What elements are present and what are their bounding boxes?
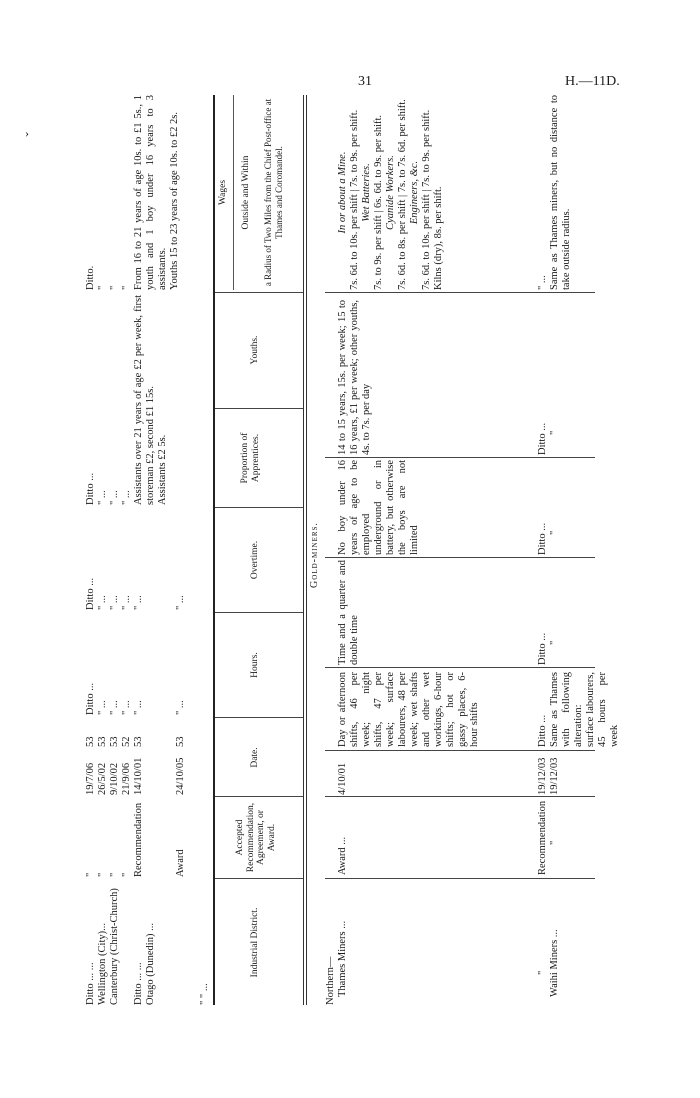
section-title: Gold-miners. bbox=[309, 522, 320, 588]
overtime-cell: " bbox=[549, 640, 560, 645]
wages-cell: Same as Thames miners, but no distance to take outside radius. bbox=[549, 95, 572, 290]
hours-cell: Ditto ... bbox=[537, 714, 548, 747]
proportion-cell: " ... bbox=[109, 490, 120, 505]
district-cell: Waihi Miners ... bbox=[549, 929, 560, 997]
wages-line: 7s. 6d. to 8s. per shift | 7s. to 7s. 6d. per shift. bbox=[397, 99, 408, 290]
proportion-cell: " ... bbox=[121, 490, 132, 505]
wages-cell: " bbox=[109, 285, 120, 290]
date-cell: 19/12/03 bbox=[537, 757, 548, 795]
header-bottom-rule bbox=[303, 95, 304, 1005]
wages-heading: Engineers, &c. bbox=[409, 160, 420, 225]
date-cell: 24/10/05 bbox=[175, 757, 186, 795]
column-header-wages-outside: Outside and Within bbox=[241, 155, 251, 230]
top-row bbox=[85, 95, 210, 1005]
date-cell: 4/10/01 bbox=[337, 762, 348, 795]
column-header-proportion: Proportion of Apprentices. bbox=[240, 432, 261, 484]
award-cell: " bbox=[549, 840, 560, 845]
page-number: 31 bbox=[358, 74, 372, 89]
proportion-cell: " bbox=[549, 530, 560, 535]
wages-heading: Cyanide Workers. bbox=[385, 155, 396, 230]
youths-cell: 14 to 15 years, 15s. per week; 15 to 16 years, £1 per week; other youths, 4s. to 7s. per day bbox=[337, 300, 372, 455]
award-cell: Recommendation bbox=[133, 802, 144, 877]
page-ref-cell: 52 bbox=[121, 736, 132, 747]
award-cell: " bbox=[97, 872, 108, 877]
column-header-district: Industrial District. bbox=[250, 907, 260, 978]
district-cell: Ditto ... ... bbox=[85, 962, 96, 1005]
district-cell: Thames Miners ... bbox=[337, 920, 348, 997]
wages-cell: " bbox=[121, 285, 132, 290]
district-cell: Ditto ... ... bbox=[133, 962, 144, 1005]
award-cell: Award ... bbox=[337, 836, 348, 875]
overtime-cell: " ... bbox=[175, 595, 186, 610]
document-reference: H.—11D. bbox=[565, 74, 620, 89]
hours-cell: " ... bbox=[109, 700, 120, 715]
district-cell: Canterbury (Christ-Church) bbox=[109, 888, 120, 1005]
wages-cell: Ditto. bbox=[85, 265, 96, 290]
page-ref-cell: 53 bbox=[85, 736, 96, 747]
district-cell: Wellington (City)... bbox=[97, 923, 108, 1005]
overtime-cell: " ... bbox=[109, 595, 120, 610]
column-header-wages-radius: a Radius of Two Miles from the Chief Post-office at Thames and Coromandel. bbox=[263, 98, 284, 287]
hours-cell: Same as Thames with following alteration: surface labourers, 45 hours per week bbox=[549, 672, 620, 747]
wages-line: 7s. 6d. to 10s. per shift | 7s. to 9s. per shift. bbox=[349, 109, 360, 290]
overtime-cell: Time and a quarter and double time bbox=[337, 560, 360, 665]
hours-cell: " ... bbox=[97, 700, 108, 715]
column-header-accepted: Accepted Recommendation, Agreement, or Award. bbox=[235, 802, 277, 873]
wages-line: 7s. 6d. to 10s. per shift | 7s. to 9s. per shift. bbox=[421, 109, 432, 290]
rotated-table bbox=[85, 95, 620, 1005]
page-ref-cell: 53 bbox=[97, 736, 108, 747]
date-cell: 19/12/03 bbox=[549, 757, 560, 795]
award-cell: Award bbox=[175, 849, 186, 877]
page-ref-cell: 53 bbox=[109, 736, 120, 747]
overtime-cell: " ... bbox=[121, 595, 132, 610]
proportion-cell: Assistants over 21 years of age £2 per week, first storeman £2, second £1 15s. bbox=[133, 295, 156, 505]
overtime-cell: Ditto ... bbox=[537, 632, 548, 665]
column-header-date: Date. bbox=[250, 747, 260, 768]
wages-heading: Wet Batteries. bbox=[361, 163, 372, 222]
youths-cell: " bbox=[549, 430, 560, 435]
date-cell: 21/9/06 bbox=[121, 762, 132, 795]
page-ref-cell: 53 bbox=[133, 736, 144, 747]
award-cell: Recommendation bbox=[537, 800, 548, 875]
district-prefix: " bbox=[537, 970, 548, 975]
award-cell: " bbox=[85, 872, 96, 877]
hours-cell: " ... bbox=[175, 700, 186, 715]
hours-cell: " ... bbox=[133, 700, 144, 715]
overtime-cell: " ... bbox=[97, 595, 108, 610]
award-cell: " bbox=[121, 872, 132, 877]
column-header-hours: Hours. bbox=[250, 652, 260, 678]
hours-cell: Ditto ... bbox=[85, 682, 96, 715]
wages-heading: In or about a Mine. bbox=[337, 151, 348, 234]
district-cell: Otago (Dunedin) ... bbox=[145, 923, 156, 1005]
district-cell: " " ... bbox=[199, 983, 210, 1005]
column-header-wages: Wages bbox=[218, 179, 228, 206]
hours-cell: " ... bbox=[121, 700, 132, 715]
column-header-youths: Youths. bbox=[250, 335, 260, 365]
hours-cell: Day or afternoon shifts, 46 per week; night shifts, 47 per week; surface labourers, 48 per week; wet shafts and other wet workings, 6-hour shifts; hot or gassy places, 6-hour shifts bbox=[337, 672, 480, 747]
wages-cell: " ... bbox=[537, 275, 548, 290]
wages-cell: Youths 15 to 23 years of age 10s. to £2 2s. bbox=[169, 111, 180, 290]
award-cell: " bbox=[109, 872, 120, 877]
overtime-cell: " ... bbox=[133, 595, 144, 610]
header-top-rule bbox=[213, 95, 215, 1005]
column-header-overtime: Overtime. bbox=[250, 540, 260, 580]
proportion-cell: Ditto ... bbox=[537, 522, 548, 555]
date-cell: 14/10/01 bbox=[133, 757, 144, 795]
proportion-cell: Ditto ... bbox=[85, 472, 96, 505]
wages-line: 7s. to 9s. per shift | 6s. 6d. to 9s. per shift. bbox=[373, 114, 384, 290]
wages-line: Kilns (dry), 8s. per shift. bbox=[433, 186, 444, 290]
wages-cell: From 16 to 21 years of age 10s. to £1 5s., 1 youth and 1 boy under 16 years to 3 assistants. bbox=[133, 95, 168, 290]
date-cell: 26/5/02 bbox=[97, 762, 108, 795]
district-prefix: Northern— bbox=[325, 956, 336, 1005]
page-ref-cell: 53 bbox=[175, 736, 186, 747]
proportion-cell: No boy under 16 years of age to be employed underground or in battery, but otherwise the boys are not limited bbox=[337, 460, 420, 555]
overtime-cell: Ditto ... bbox=[85, 577, 96, 610]
date-cell: 19/7/06 bbox=[85, 762, 96, 795]
proportion-cell: Assistants £2 5s. bbox=[157, 434, 168, 505]
wages-cell bbox=[337, 95, 445, 290]
margin-mark: › bbox=[25, 126, 29, 140]
youths-cell: Ditto ... bbox=[537, 422, 548, 455]
date-cell: 9/10/02 bbox=[109, 762, 120, 795]
wages-cell: " bbox=[97, 285, 108, 290]
proportion-cell: " ... bbox=[97, 490, 108, 505]
